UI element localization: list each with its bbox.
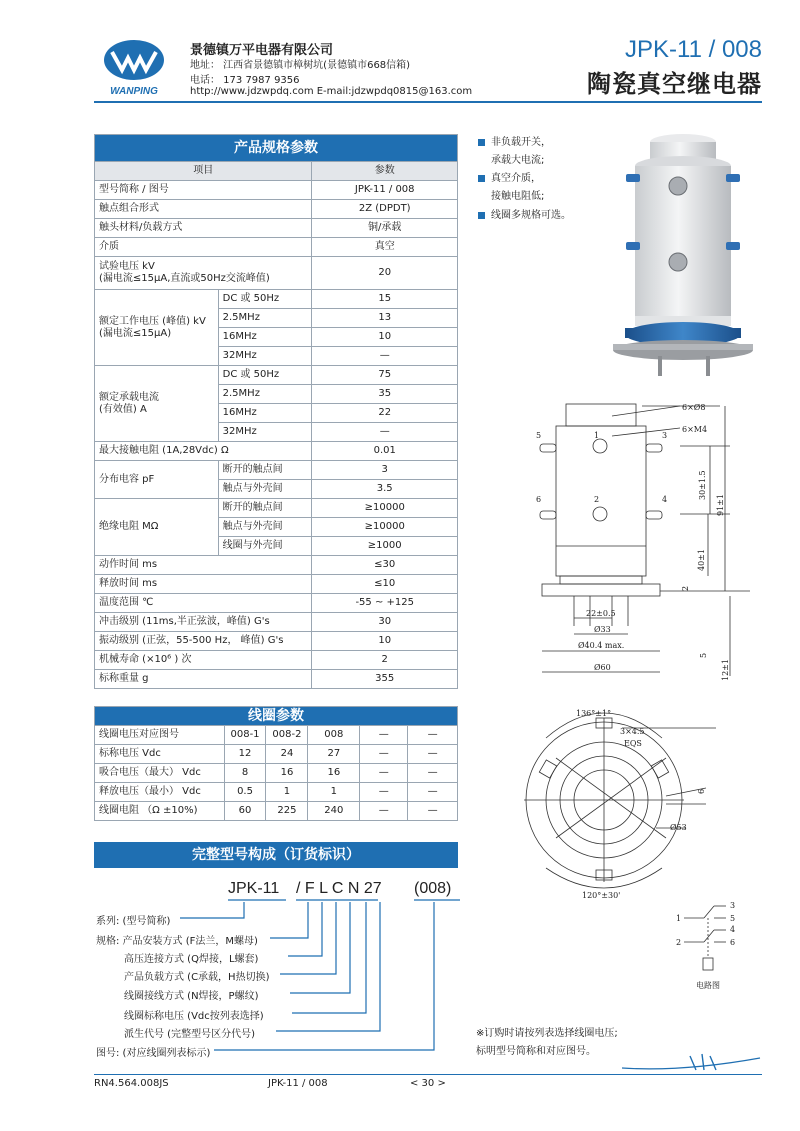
order-label: 线圈标称电压 (Vdc按列表选择) (124, 1011, 264, 1022)
svg-text:120°±30': 120°±30' (582, 891, 621, 900)
table-row: 线圈与外壳间 ≥1000 (95, 537, 458, 556)
table-row: 2.5MHz 13 (95, 309, 458, 328)
order-label: 派生代号 (完整型号区分代号) (124, 1029, 255, 1040)
table-row: 冲击级别 (11ms,半正弦波，峰值) G's 30 (95, 613, 458, 632)
company-address: 地址： 江西省景德镇市樟树坑(景德镇市668信箱) (190, 60, 411, 71)
svg-text:6: 6 (697, 788, 706, 794)
table-row: 振动级别 (正弦，55-500 Hz， 峰值) G's 10 (95, 632, 458, 651)
table-row: 32MHz — (95, 423, 458, 442)
order-note: ※订购时请按列表选择线圈电压; (476, 1028, 618, 1039)
table-row: 最大接触电阻 (1A,28Vdc) Ω 0.01 (95, 442, 458, 461)
feature-bullet: 非负载开关， (478, 133, 551, 148)
svg-text:6: 6 (730, 938, 736, 947)
company-logo (94, 38, 174, 98)
table-row: 温度范围 ℃ -55 ~ +125 (95, 594, 458, 613)
company-web-email: http://www.jdzwpdq.com E-mail:jdzwpdq0815@163.com (190, 86, 473, 97)
table-row: 释放电压（最小） Vdc 0.5 1 1 — — (95, 783, 458, 802)
order-label: 图号: (对应线圈列表标示) (96, 1048, 211, 1059)
table-row: 触点与外壳间 ≥10000 (95, 518, 458, 537)
footer-divider (94, 1074, 762, 1075)
svg-text:12±1: 12±1 (721, 659, 730, 681)
table-row: 2.5MHz 35 (95, 385, 458, 404)
relay-product-image (608, 128, 758, 380)
table-row: 动作时间 ms ≤30 (95, 556, 458, 575)
doc-title: 陶瓷真空继电器 (587, 70, 762, 98)
feature-bullet: 线圈多规格可选。 (478, 206, 571, 221)
svg-text:6×M4: 6×M4 (682, 425, 708, 434)
table-row: 型号简称 / 图号 JPK-11 / 008 (95, 181, 458, 200)
table-row: 额定承载电流 (有效值) A DC 或 50Hz 75 (95, 366, 458, 385)
svg-text:5: 5 (536, 431, 542, 440)
svg-text:Ø60: Ø60 (594, 663, 611, 672)
svg-text:6×Ø8: 6×Ø8 (682, 403, 706, 412)
order-label: 规格: 产品安装方式 (F法兰，M螺母) (96, 936, 258, 947)
company-phone: 电话： 173 7987 9356 (190, 75, 300, 86)
svg-text:2: 2 (681, 585, 690, 591)
order-code-spec: / F L C N 27 (296, 880, 382, 897)
svg-text:2: 2 (676, 938, 682, 947)
feature-bullet-cont: 接触电阻低; (491, 191, 545, 202)
company-name: 景德镇万平电器有限公司 (190, 43, 334, 58)
col-param-header: 参数 (312, 162, 458, 181)
order-label: 系列: (型号简称) (96, 916, 171, 927)
table-row: 释放时间 ms ≤10 (95, 575, 458, 594)
svg-text:2: 2 (594, 495, 600, 504)
svg-text:91±1: 91±1 (716, 494, 725, 516)
order-label: 高压连接方式 (Q焊接，L螺套) (124, 954, 259, 965)
svg-text:5: 5 (730, 914, 736, 923)
table-row: 16MHz 22 (95, 404, 458, 423)
table-row: 线圈电阻 （Ω ±10%) 60 225 240 — — (95, 802, 458, 821)
svg-text:Ø40.4 max.: Ø40.4 max. (578, 641, 625, 650)
svg-text:4: 4 (730, 925, 736, 934)
svg-text:Ø33: Ø33 (594, 625, 611, 634)
table-row: 额定工作电压 (峰值) kV (漏电流≤15μA) DC 或 50Hz 15 (95, 290, 458, 309)
table-row: 触点组合形式 2Z (DPDT) (95, 200, 458, 219)
doc-code: JPK-11 / 008 (625, 36, 762, 63)
svg-text:6: 6 (536, 495, 542, 504)
table-row: 标称电压 Vdc 12 24 27 — — (95, 745, 458, 764)
table-row: 吸合电压（最大） Vdc 8 16 16 — — (95, 764, 458, 783)
order-code-drawing: (008) (414, 880, 452, 897)
svg-text:1: 1 (594, 431, 600, 440)
table-row: 分布电容 pF 断开的触点间 3 (95, 461, 458, 480)
table-row: 介质 真空 (95, 238, 458, 257)
spec-table-title: 产品规格参数 (95, 135, 458, 162)
svg-text:5: 5 (699, 652, 708, 658)
svg-text:WANPING: WANPING (110, 86, 158, 97)
svg-text:Ø53: Ø53 (670, 823, 687, 832)
table-row: 绝缘电阻 MΩ 断开的触点间 ≥10000 (95, 499, 458, 518)
footer-model: JPK-11 / 008 (268, 1078, 328, 1089)
svg-text:136°±1°: 136°±1° (576, 709, 612, 718)
feature-bullet-cont: 承载大电流; (491, 155, 545, 166)
table-row: 16MHz 10 (95, 328, 458, 347)
spec-table (94, 134, 458, 689)
page-number: < 30 > (410, 1078, 446, 1089)
svg-text:22±0.5: 22±0.5 (586, 609, 616, 618)
header-divider (94, 101, 762, 103)
order-code-title: 完整型号构成（订货标识） (94, 842, 458, 868)
svg-text:4: 4 (662, 495, 668, 504)
order-note: 标明型号简称和对应图号。 (476, 1046, 596, 1057)
col-item-header: 项目 (95, 162, 312, 181)
table-row: 32MHz — (95, 347, 458, 366)
svg-text:3: 3 (730, 901, 736, 910)
svg-text:3×4.5: 3×4.5 (620, 727, 645, 736)
circuit-diagram (672, 896, 752, 992)
table-row: 触点与外壳间 3.5 (95, 480, 458, 499)
feature-bullet: 真空介质， (478, 169, 541, 184)
svg-text:电路图: 电路图 (696, 981, 720, 990)
order-label: 产品负载方式 (C承载，H热切换) (124, 972, 270, 983)
svg-text:3: 3 (662, 431, 668, 440)
svg-text:40±1: 40±1 (697, 549, 706, 571)
table-row: 机械寿命 (×10⁶ ) 次 2 (95, 651, 458, 670)
table-row: 试验电压 kV (漏电流≤15μA,直流或50Hz交流峰值) 20 (95, 257, 458, 290)
svg-text:EQS: EQS (624, 739, 642, 748)
brand-swoosh (622, 1050, 762, 1074)
footer-doc-number: RN4.564.008JS (94, 1078, 169, 1089)
svg-text:1: 1 (676, 914, 682, 923)
bottom-view-drawing (516, 698, 746, 904)
coil-table (94, 706, 458, 821)
table-row: 触头材料/负载方式 铜/承载 (95, 219, 458, 238)
coil-table-header: 线圈电压对应图号 008-1 008-2 008 — — (95, 726, 458, 745)
coil-table-title: 线圈参数 (95, 707, 458, 726)
svg-text:30±1.5: 30±1.5 (698, 470, 707, 500)
order-code-series: JPK-11 (228, 880, 280, 897)
side-view-drawing (520, 396, 770, 696)
order-label: 线圈接线方式 (N焊接，P螺纹) (124, 991, 259, 1002)
table-row: 标称重量 g 355 (95, 670, 458, 689)
